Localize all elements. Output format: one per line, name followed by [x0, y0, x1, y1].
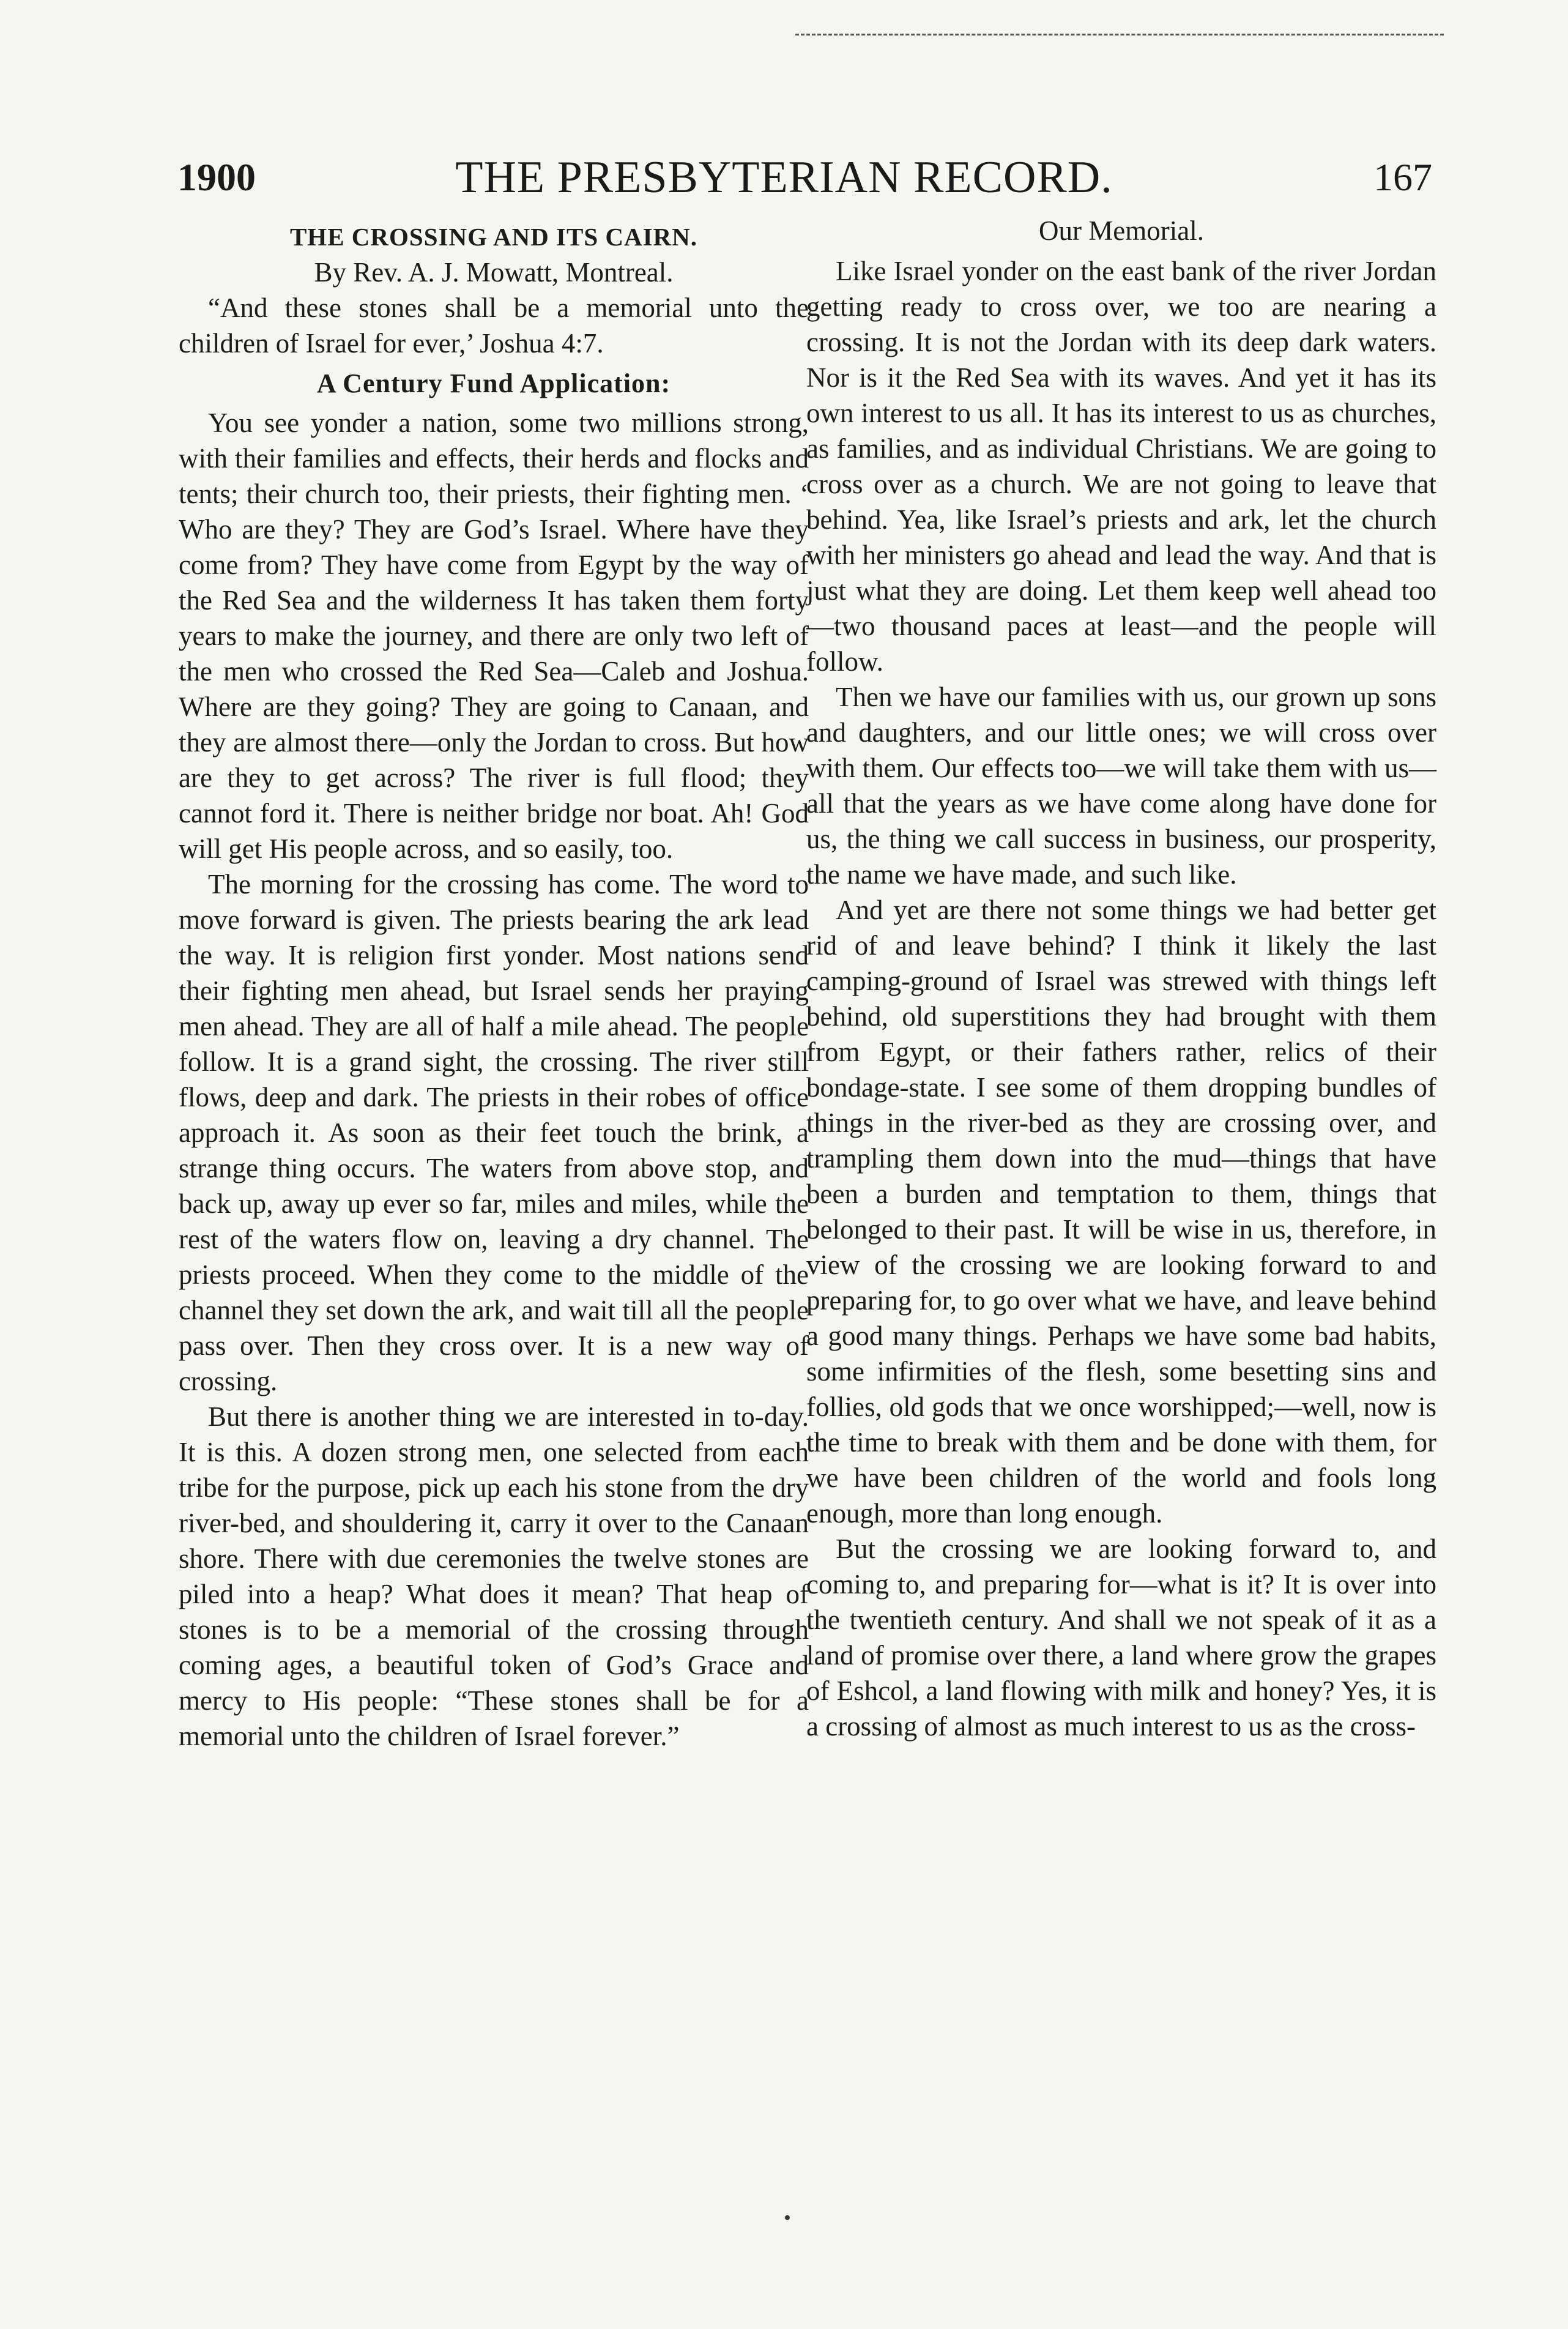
header-title: THE PRESBYTERIAN RECORD. [455, 152, 1113, 203]
article-title: THE CROSSING AND ITS CAIRN. [289, 223, 698, 251]
paragraph: The morning for the crossing has come. The word to move forward is given. The priests bearing the ark lead the way. It is religion first yonder. Most nations send their fighting men ahead, but Israel sends her praying men ahead. They are all of half a mile ahead. The people follow. It is a grand sight, the crossing. The river still flows, deep and dark. The priests in their robes of office approach it. As soon as their feet touch the brink, a strange thing occurs. The waters from above stop, and back up, away up ever so far, miles and miles, while the rest of the waters flow on, leaving a dry channel. The priests proceed. When they come to the middle of the channel they set down the ark, and wait till all the people pass over. Then they cross over. It is a new way of crossing. [179, 869, 809, 1396]
paragraph: But the crossing we are looking forward to, and coming to, and preparing for—what is it? It is over into the twentieth century. And shall we not speak of it as a land of promise over there, a land where grow the grapes of Eshcol, a land flowing with milk and honey? Yes, it is a crossing of almost as much interest to us as the cross- [806, 1533, 1436, 1742]
article-subheading: A Century Fund Application: [316, 368, 671, 398]
paragraph: But there is another thing we are interested in to-day. It is this. A dozen strong men, one selected from each tribe for the purpose, pick up each his stone from the dry river-bed, and shouldering it, carry it over to the Canaan shore. There with due ceremonies the twelve stones are piled into a heap? What does it mean? That heap of stones is to be a memorial of the crossing through coming ages, a beautiful token of God’s Grace and mercy to His people: “These stones shall be for a memorial unto the children of Israel forever.” [179, 1401, 809, 1751]
article-byline: By Rev. A. J. Mowatt, Montreal. [314, 257, 674, 288]
top-border-rule [795, 34, 1444, 35]
ink-dot [785, 2215, 790, 2220]
paragraph: Then we have our families with us, our grown up sons and daughters, and our little ones; we will cross over with them. Our effects too—we will take them with us—all that the years as we have come along have done for us, the thing we call success in business, our prosperity, the name we have made, and such like. [806, 682, 1436, 890]
left-column [179, 213, 809, 2269]
page-header [0, 144, 1568, 211]
header-page-number: 167 [1373, 155, 1432, 199]
paragraph: You see yonder a nation, some two millions strong, with their families and effects, their herds and flocks and tents; their church too, their priests, their fighting men. ‘ Who are they? They are God’s Israel. Where have they come from? They have come from Egypt by the way of the Red Sea and the wilderness It has taken them forty years to make the journey, and there are only two left of the men who crossed the Red Sea—Caleb and Joshua. Where are they going? They are going to Canaan, and they are almost there—only the Jordan to cross. But how are they to get across? The river is full flood; they cannot ford it. There is neither bridge nor boat. Ah! God will get His people across, and so easily, too. [179, 408, 809, 864]
article-epigraph: “And these stones shall be a memorial unto the children of Israel for ever,’ Joshua 4:7. [179, 293, 809, 359]
section-heading: Our Memorial. [1039, 215, 1204, 246]
header-year: 1900 [177, 155, 256, 199]
paragraph: And yet are there not some things we had better get rid of and leave behind? I think it likely the last camping-ground of Israel was strewed with things left behind, old superstitions they had brought with them from Egypt, or their fathers rather, relics of their bondage-state. I see some of them dropping bundles of things in the river-bed as they are crossing over, and trampling them down into the mud—things that have been a burden and temptation to them, things that belonged to their past. It will be wise in us, therefore, in view of the crossing we are looking forward to and preparing for, to go over what we have, and leave behind a good many things. Perhaps we have some bad habits, some infirmities of the flesh, some besetting sins and follies, old gods that we once worshipped;—well, now is the time to break with them and be done with them, for we have been children of the world and fools long enough, more than long enough. [806, 895, 1436, 1529]
right-column [806, 213, 1436, 2269]
paragraph: Like Israel yonder on the east bank of the river Jordan getting ready to cross over, we too are nearing a crossing. It is not the Jordan with its deep dark waters. Nor is it the Red Sea with its waves. And yet it has its own interest to us all. It has its interest to us as churches, as families, and as individual Christians. We are going to cross over as a church. We are not going to leave that behind. Yea, like Israel’s priests and ark, let the church with her ministers go ahead and lead the way. And that is just what they are doing. Let them keep well ahead too—two thousand paces at least—and the people will follow. [806, 256, 1436, 677]
